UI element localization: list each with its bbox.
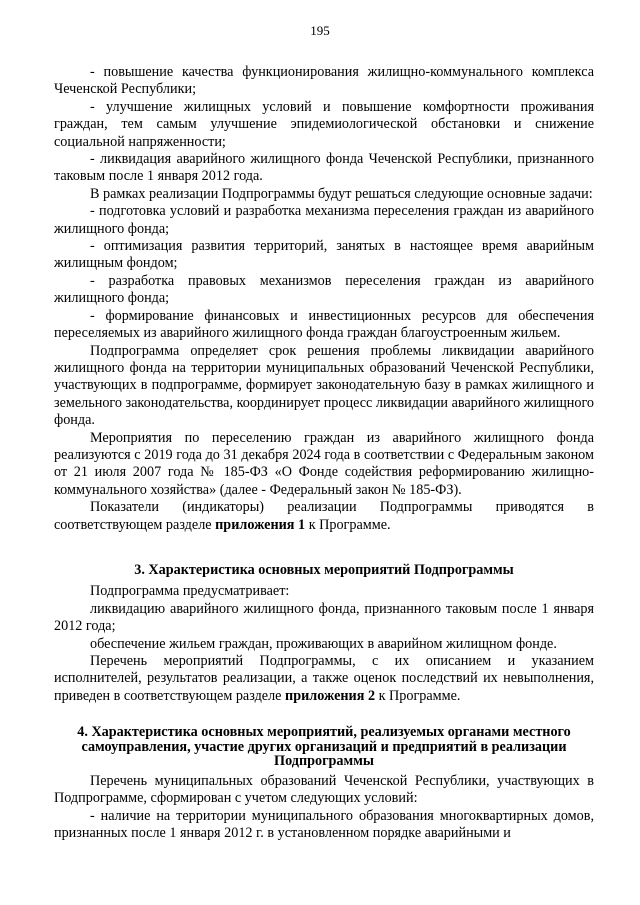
section-4-paragraph: - наличие на территории муниципального образования многоквартирных домов, признанных после 1 января 2012 г. в установленном порядке аварийными и bbox=[54, 807, 594, 842]
tasks-intro: В рамках реализации Подпрограммы будут решаться следующие основные задачи: bbox=[90, 185, 593, 202]
resettlement-paragraph: Мероприятия по переселению граждан из аварийного жилищного фонда реализуются с 2019 года до 31 декабря 2024 года в соответствии с Федеральным законом от 21 июля 2007 года № 185-ФЗ «О Фонде содействия реформированию жилищно-коммунального хозяйства» (далее - Федеральный закон № 185-ФЗ). bbox=[54, 429, 594, 498]
subprogram-paragraph: Подпрограмма определяет срок решения проблемы ликвидации аварийного жилищного фонда на территории муниципальных образований Чеченской Республики, участвующих в подпрограмме, формирует законодательную базу в рамках жилищного и земельного законодательства, координирует процесс ликвидации аварийного жилищного фонда. bbox=[54, 342, 594, 429]
document-body bbox=[54, 64, 594, 843]
appendix-2-ref: приложения 2 bbox=[285, 687, 376, 704]
task-item: - формирование финансовых и инвестиционных ресурсов для обеспечения переселяемых из аварийного жилищного фонда граждан благоустроенным жильем. bbox=[54, 307, 594, 342]
task-item: - оптимизация развития территорий, занятых в настоящее время аварийным жилищным фондом; bbox=[54, 238, 594, 272]
page-number: 195 bbox=[310, 23, 330, 38]
section-4-heading: 4. Характеристика основных мероприятий, реализуемых органами местного самоуправления, участие других организаций и предприятий в реализации Подпрограммы bbox=[77, 724, 571, 770]
section-3-paragraph: обеспечение жильем граждан, проживающих в аварийном жилищном фонде. bbox=[90, 635, 557, 652]
section-3-paragraph: ликвидацию аварийного жилищного фонда, признанного таковым после 1 января 2012 года; bbox=[54, 600, 594, 635]
section-3-heading: 3. Характеристика основных мероприятий Подпрограммы bbox=[134, 561, 514, 578]
list-text-end: к Программе. bbox=[375, 687, 461, 704]
list-text: Перечень мероприятий Подпрограммы, с их описанием и указанием исполнителей, результатов реализации, а также оценок последствий их невыполнения, приведен в соответствующем разделе bbox=[54, 653, 594, 704]
indicators-paragraph bbox=[54, 499, 594, 534]
goal-item: - ликвидация аварийного жилищного фонда Чеченской Республики, признанного таковым после 1 января 2012 года. bbox=[54, 151, 594, 185]
appendix-1-ref: приложения 1 bbox=[215, 516, 306, 533]
section-3-paragraph: Подпрограмма предусматривает: bbox=[90, 583, 290, 600]
section-3-list-paragraph bbox=[54, 653, 594, 705]
task-item: - разработка правовых механизмов переселения граждан из аварийного жилищного фонда; bbox=[54, 272, 594, 307]
task-item: - подготовка условий и разработка механизма переселения граждан из аварийного жилищного фонда; bbox=[54, 203, 594, 237]
section-4-paragraph: Перечень муниципальных образований Чеченской Республики, участвующих в Подпрограмме, сформирован с учетом следующих условий: bbox=[54, 773, 594, 807]
indicators-text: Показатели (индикаторы) реализации Подпрограммы приводятся в соответствующем разделе bbox=[54, 499, 594, 533]
indicators-text-end: к Программе. bbox=[305, 516, 391, 533]
goal-item: - повышение качества функционирования жилищно-коммунального комплекса Чеченской Республики; bbox=[54, 64, 594, 98]
goal-item: - улучшение жилищных условий и повышение комфортности проживания граждан, тем самым улучшение эпидемиологической обстановки и снижение социальной напряженности; bbox=[54, 98, 594, 150]
